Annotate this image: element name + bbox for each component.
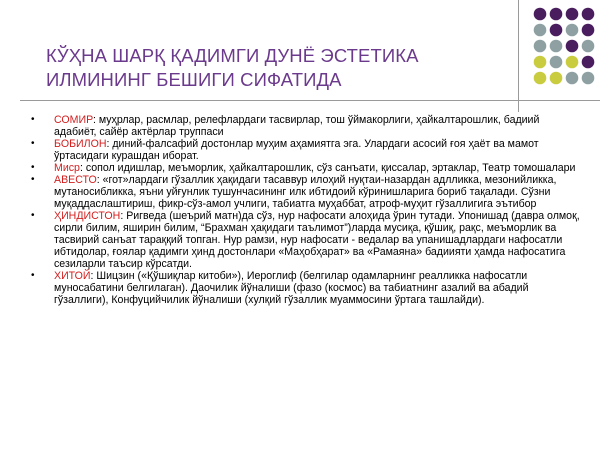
decor-dot: [582, 40, 595, 53]
slide-title: КЎҲНА ШАРҚ ҚАДИМГИ ДУНЁ ЭСТЕТИКА ИЛМИНИНГ БЕШИГИ СИФАТИДА: [46, 45, 419, 90]
decor-dot: [534, 8, 547, 21]
decor-dot: [550, 56, 563, 69]
item-text: : диний-фалсафий достонлар муҳим аҳамиятга эга. Улардаги асосий ғоя ҳаёт ва мамот ўртасидаги курашдан иборат.: [54, 138, 539, 162]
decor-dot: [582, 24, 595, 37]
decor-dot: [550, 72, 563, 85]
bullet-icon: •: [31, 174, 35, 185]
item-text: : сопол идишлар, меъморлик, ҳайкалтарошлик, сўз санъати, қиссалар, эртаклар, Театр томошалари: [79, 162, 576, 174]
list-item-somir: [28, 114, 584, 138]
list-item-xitoy: [28, 270, 584, 306]
decor-dot: [582, 56, 595, 69]
item-term: ҲИНДИСТОН: [54, 210, 121, 222]
vertical-divider: [518, 0, 519, 112]
list-item-bobilon: [28, 138, 584, 162]
bullet-icon: •: [31, 114, 35, 125]
item-text: : Шицзин («Қўшиқлар китоби»), Иероглиф (белгилар одамларнинг реалликка нафосатли муносабатини белгилаган). Даочилик йўналиши (фазо (космос) ва табиатнинг азалий ва абадий гўзаллиги), Конфуцийчилик йўналиши (хулқий гўзаллик муаммосини ўртага ташлайди).: [54, 270, 529, 306]
decor-dot: [582, 72, 595, 85]
item-text: : Ригведа (шеърий матн)да сўз, нур нафосати алоҳида ўрин тутади. Упонишад (давра олмоқ, сирли билим, яширин билим, “Брахман ҳақидаги таълимот”)ларда мусиқа, қўшиқ, рақс, меъморлик ва тасвирий санъат тараққий топган. Нур рамзи, нур нафосати - ведалар ва упанишадлардаги нафосатли ибтидолар, ғоялар қадимги ҳинд достонлари «Маҳобҳарат» ва «Рамаяна» бадиияти ҳамда нафосатига сезиларли таъсир кўрсатди.: [54, 210, 580, 270]
decor-dot: [550, 40, 563, 53]
bullet-icon: •: [31, 162, 35, 173]
decor-dot: [534, 24, 547, 37]
item-text: : «гот»лардаги гўзаллик ҳақидаги тасаввур илоҳий нуқтаи-назардан адлликка, мезонийликка, мутаносибликка, яъни уйғунлик тушунчасининг илк ибтидоий кўринишларига бориб тақалади. Сўзни муқаддаслаштириш, фикр-сўз-амол учлиги, табиатга муҳаббат, атроф-муҳит гўзаллигига эътибор: [54, 174, 557, 210]
decor-dot: [550, 24, 563, 37]
item-term: Миср: [54, 162, 80, 174]
list-item-hindiston: [28, 210, 584, 270]
item-term: АВЕСТО: [54, 174, 97, 186]
decor-dot: [566, 72, 579, 85]
bullet-icon: •: [31, 210, 35, 221]
decor-dot: [566, 8, 579, 21]
decor-dot: [534, 56, 547, 69]
item-term: БОБИЛОН: [54, 138, 107, 150]
list-item-misr: [28, 162, 584, 174]
item-term: ХИТОЙ: [54, 270, 91, 282]
decor-dot: [550, 8, 563, 21]
dot-grid-decoration: [533, 7, 599, 87]
horizontal-divider: [20, 100, 600, 101]
decor-dot: [566, 24, 579, 37]
list-item-avesto: [28, 174, 584, 210]
decor-dot: [534, 40, 547, 53]
bullet-icon: •: [31, 138, 35, 149]
decor-dot: [582, 8, 595, 21]
decor-dot: [566, 40, 579, 53]
decor-dot: [534, 72, 547, 85]
bullet-icon: •: [31, 270, 35, 281]
item-term: СОМИР: [54, 114, 93, 126]
item-text: : муҳрлар, расмлар, релефлардаги тасвирлар, тош ўймакорлиги, ҳайкалтарошлик, бадиий адабиёт, сайёр актёрлар труппаси: [54, 114, 540, 138]
decor-dot: [566, 56, 579, 69]
bullet-list: [28, 114, 584, 306]
